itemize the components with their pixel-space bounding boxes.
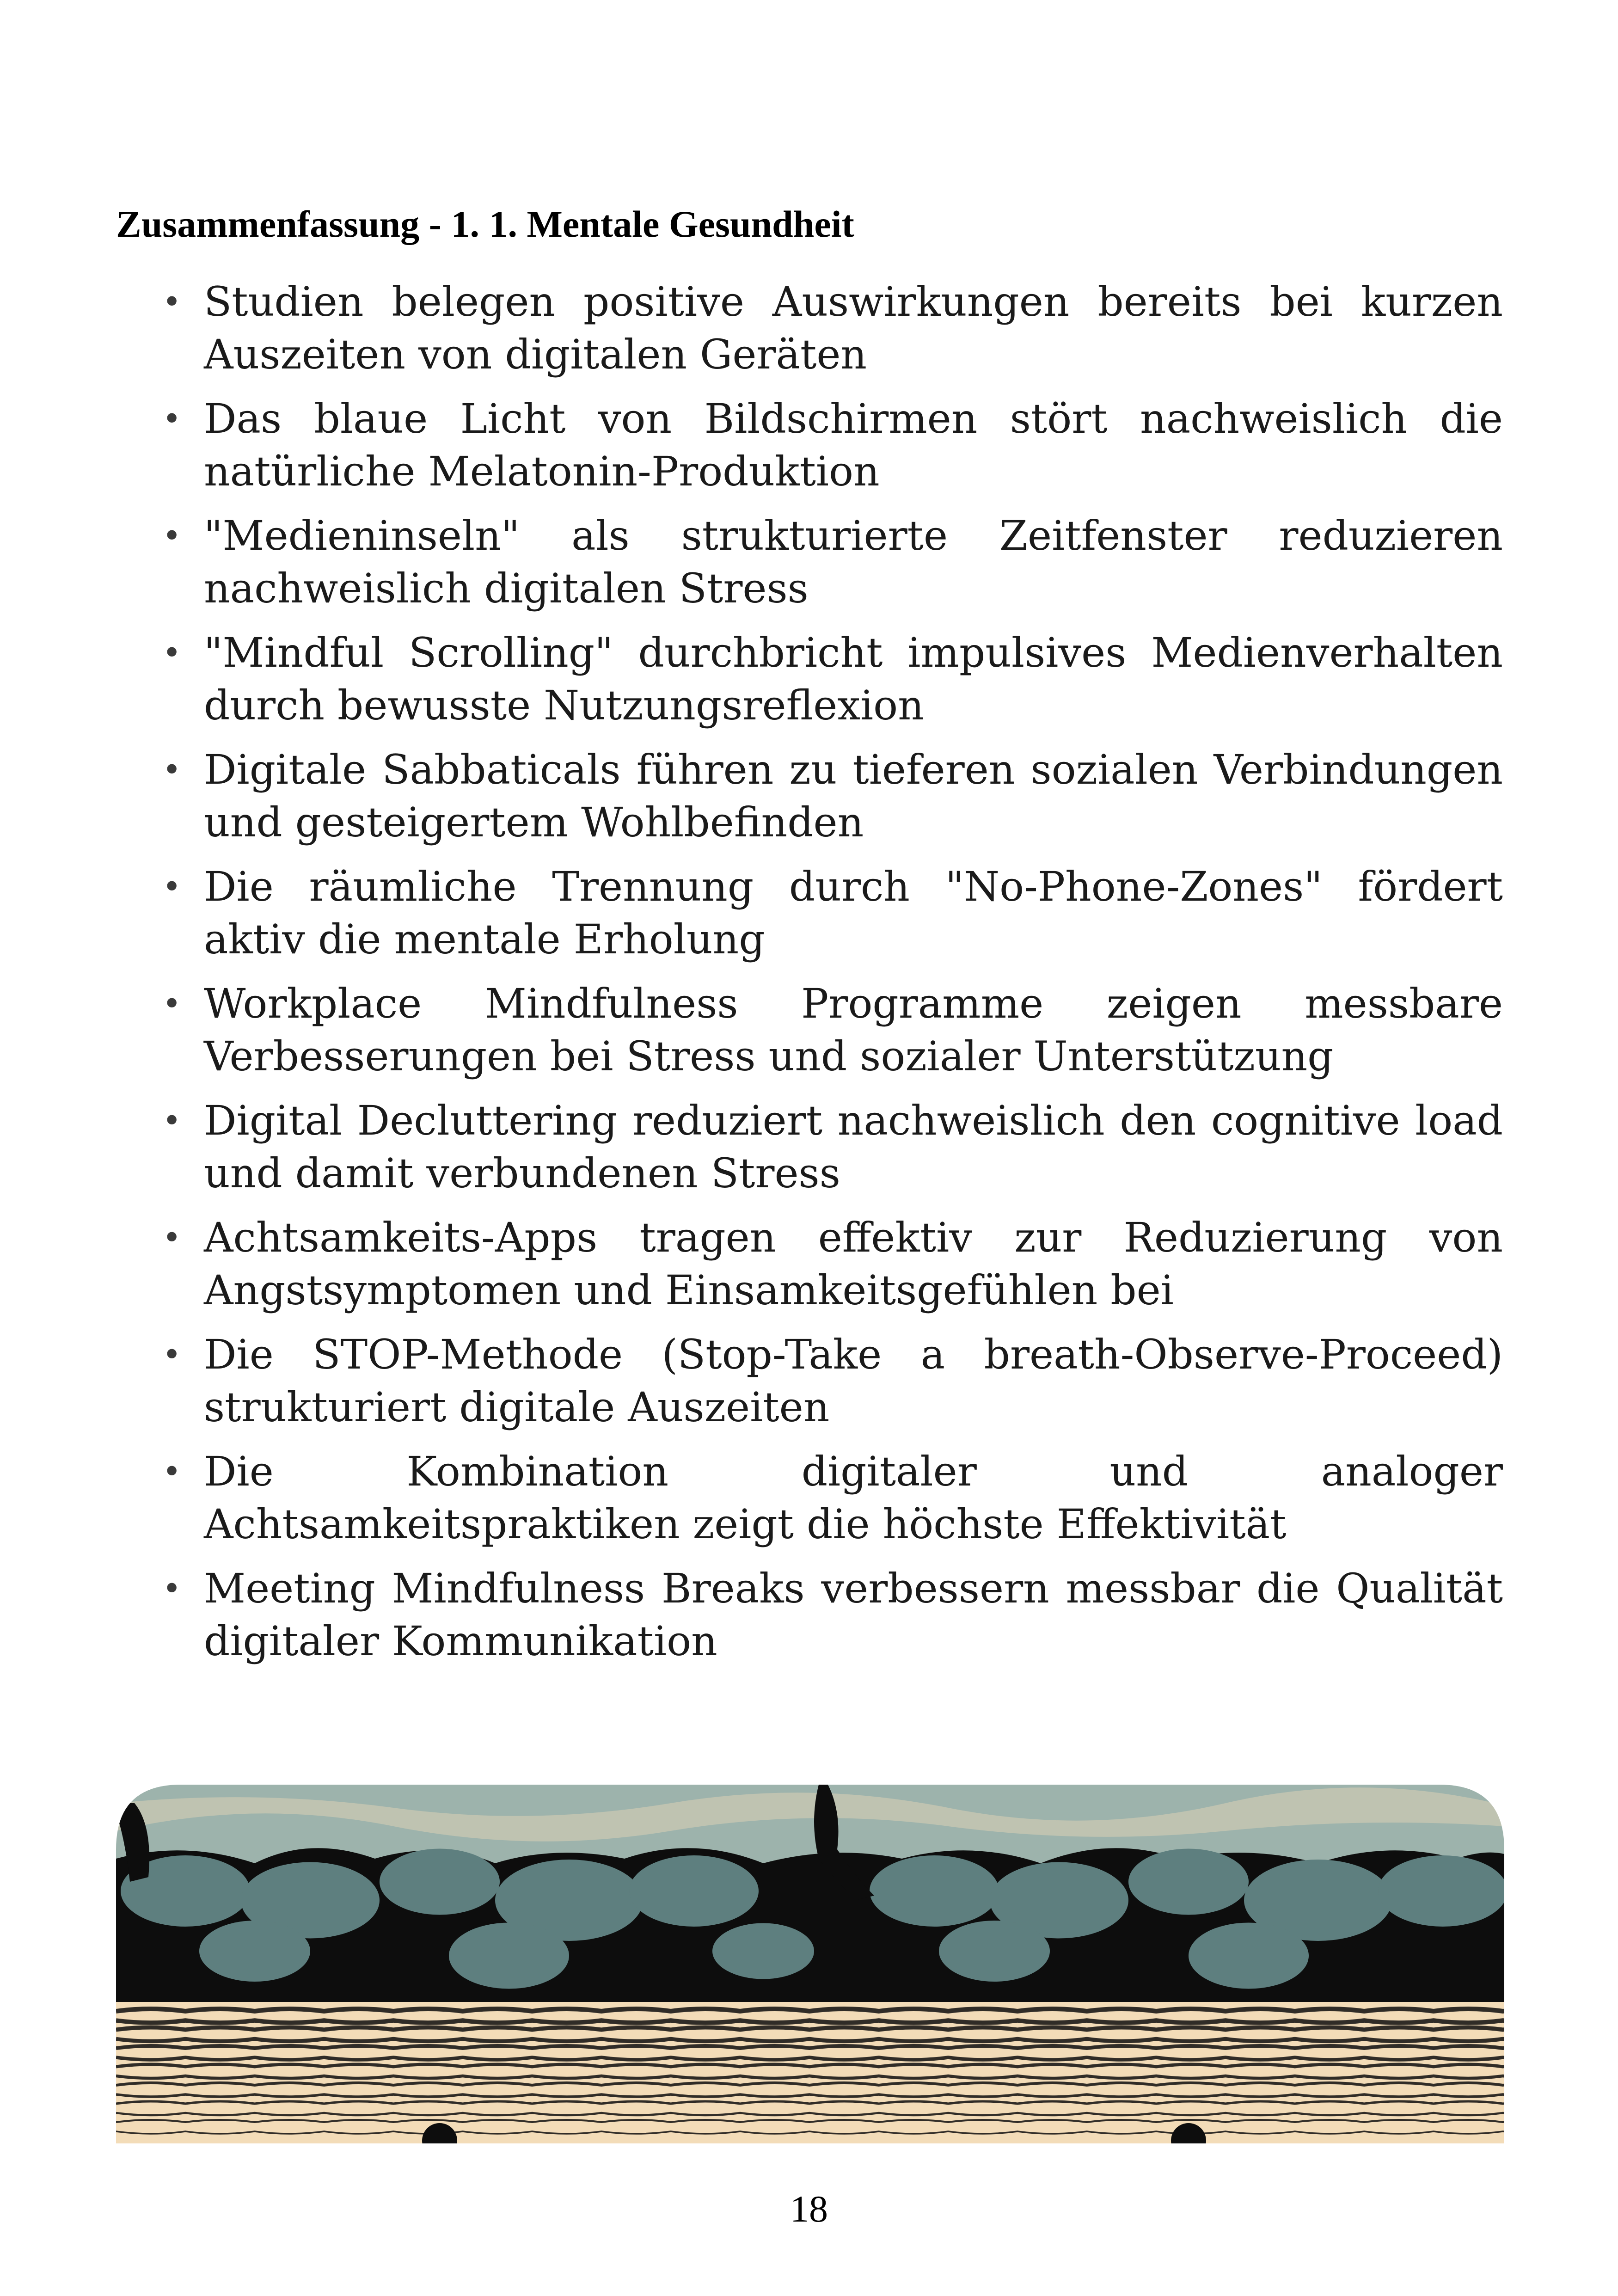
foliage-shape: [870, 1855, 999, 1927]
bullet-item: [116, 1445, 1503, 1551]
bullet-dot-icon: •: [162, 1336, 182, 1374]
foliage-shape: [939, 1921, 1050, 1982]
bullet-dot-icon: •: [162, 1570, 182, 1608]
foliage-shape: [449, 1923, 569, 1989]
section-heading: Zusammenfassung - 1. 1. Mentale Gesundheit: [116, 203, 854, 245]
water-ripple: [116, 2039, 1504, 2041]
bullet-dot-icon: •: [162, 517, 182, 555]
summary-bullet-list: [116, 276, 1503, 1679]
bullet-text: Achtsamkeits-Apps tragen effektiv zur Reduzierung von Angstsymptomen und Einsamkeitsgefühlen bei: [204, 1214, 1503, 1314]
bullet-item: [116, 1094, 1503, 1200]
bullet-dot-icon: •: [162, 283, 182, 321]
bullet-text: Digital Decluttering reduziert nachweislich den cognitive load und damit verbundenen Stress: [204, 1097, 1503, 1197]
bullet-dot-icon: •: [162, 751, 182, 789]
bullet-text: "Mindful Scrolling" durchbricht impulsives Medienverhalten durch bewusste Nutzungsreflexion: [204, 629, 1503, 729]
bullet-item: [116, 1328, 1503, 1434]
bullet-text: Workplace Mindfulness Programme zeigen messbare Verbesserungen bei Stress und sozialer Unterstützung: [204, 980, 1503, 1080]
bullet-item: [116, 1562, 1503, 1668]
bullet-item: [116, 1211, 1503, 1317]
bullet-dot-icon: •: [162, 985, 182, 1023]
bullet-dot-icon: •: [162, 868, 182, 906]
bullet-dot-icon: •: [162, 1102, 182, 1140]
bullet-dot-icon: •: [162, 1453, 182, 1491]
landscape-illustration-svg: [116, 1785, 1504, 2143]
foliage-shape: [1189, 1923, 1309, 1989]
bullet-dot-icon: •: [162, 634, 182, 672]
bullet-text: "Medieninseln" als strukturierte Zeitfenster reduzieren nachweislich digitalen Stress: [204, 512, 1503, 612]
bullet-text: Die STOP-Methode (Stop-Take a breath-Observe-Proceed) strukturiert digitale Auszeiten: [204, 1331, 1503, 1431]
bullet-item: [116, 743, 1503, 849]
bullet-item: [116, 276, 1503, 381]
bullet-item: [116, 626, 1503, 732]
bullet-item: [116, 977, 1503, 1083]
foliage-shape: [1128, 1849, 1249, 1915]
bullet-text: Meeting Mindfulness Breaks verbessern messbar die Qualität digitaler Kommunikation: [204, 1565, 1503, 1665]
landscape-illustration: [116, 1785, 1504, 2143]
bullet-text: Die Kombination digitaler und analoger Achtsamkeitspraktiken zeigt die höchste Effektivität: [204, 1448, 1503, 1548]
page-number: 18: [790, 2188, 828, 2230]
foliage-shape: [629, 1855, 759, 1927]
bullet-dot-icon: •: [162, 1219, 182, 1257]
foliage-shape: [712, 1923, 814, 1979]
bullet-item: [116, 393, 1503, 498]
bullet-item: [116, 860, 1503, 966]
bullet-item: [116, 510, 1503, 615]
foliage-shape: [199, 1921, 310, 1982]
bullet-dot-icon: •: [162, 400, 182, 438]
bullet-text: Digitale Sabbaticals führen zu tieferen sozialen Verbindungen und gesteigertem Wohlbefinden: [204, 746, 1503, 846]
bullet-text: Das blaue Licht von Bildschirmen stört nachweislich die natürliche Melatonin-Produktion: [204, 395, 1503, 495]
bullet-text: Die räumliche Trennung durch "No-Phone-Zones" fördert aktiv die mentale Erholung: [204, 863, 1503, 963]
water-ripple: [116, 2009, 1504, 2011]
water-ripple: [116, 2020, 1504, 2023]
foliage-shape: [380, 1849, 500, 1915]
bullet-text: Studien belegen positive Auswirkungen bereits bei kurzen Auszeiten von digitalen Geräten: [204, 278, 1503, 378]
foliage-shape: [1378, 1855, 1504, 1927]
water-ripple: [116, 2027, 1504, 2030]
